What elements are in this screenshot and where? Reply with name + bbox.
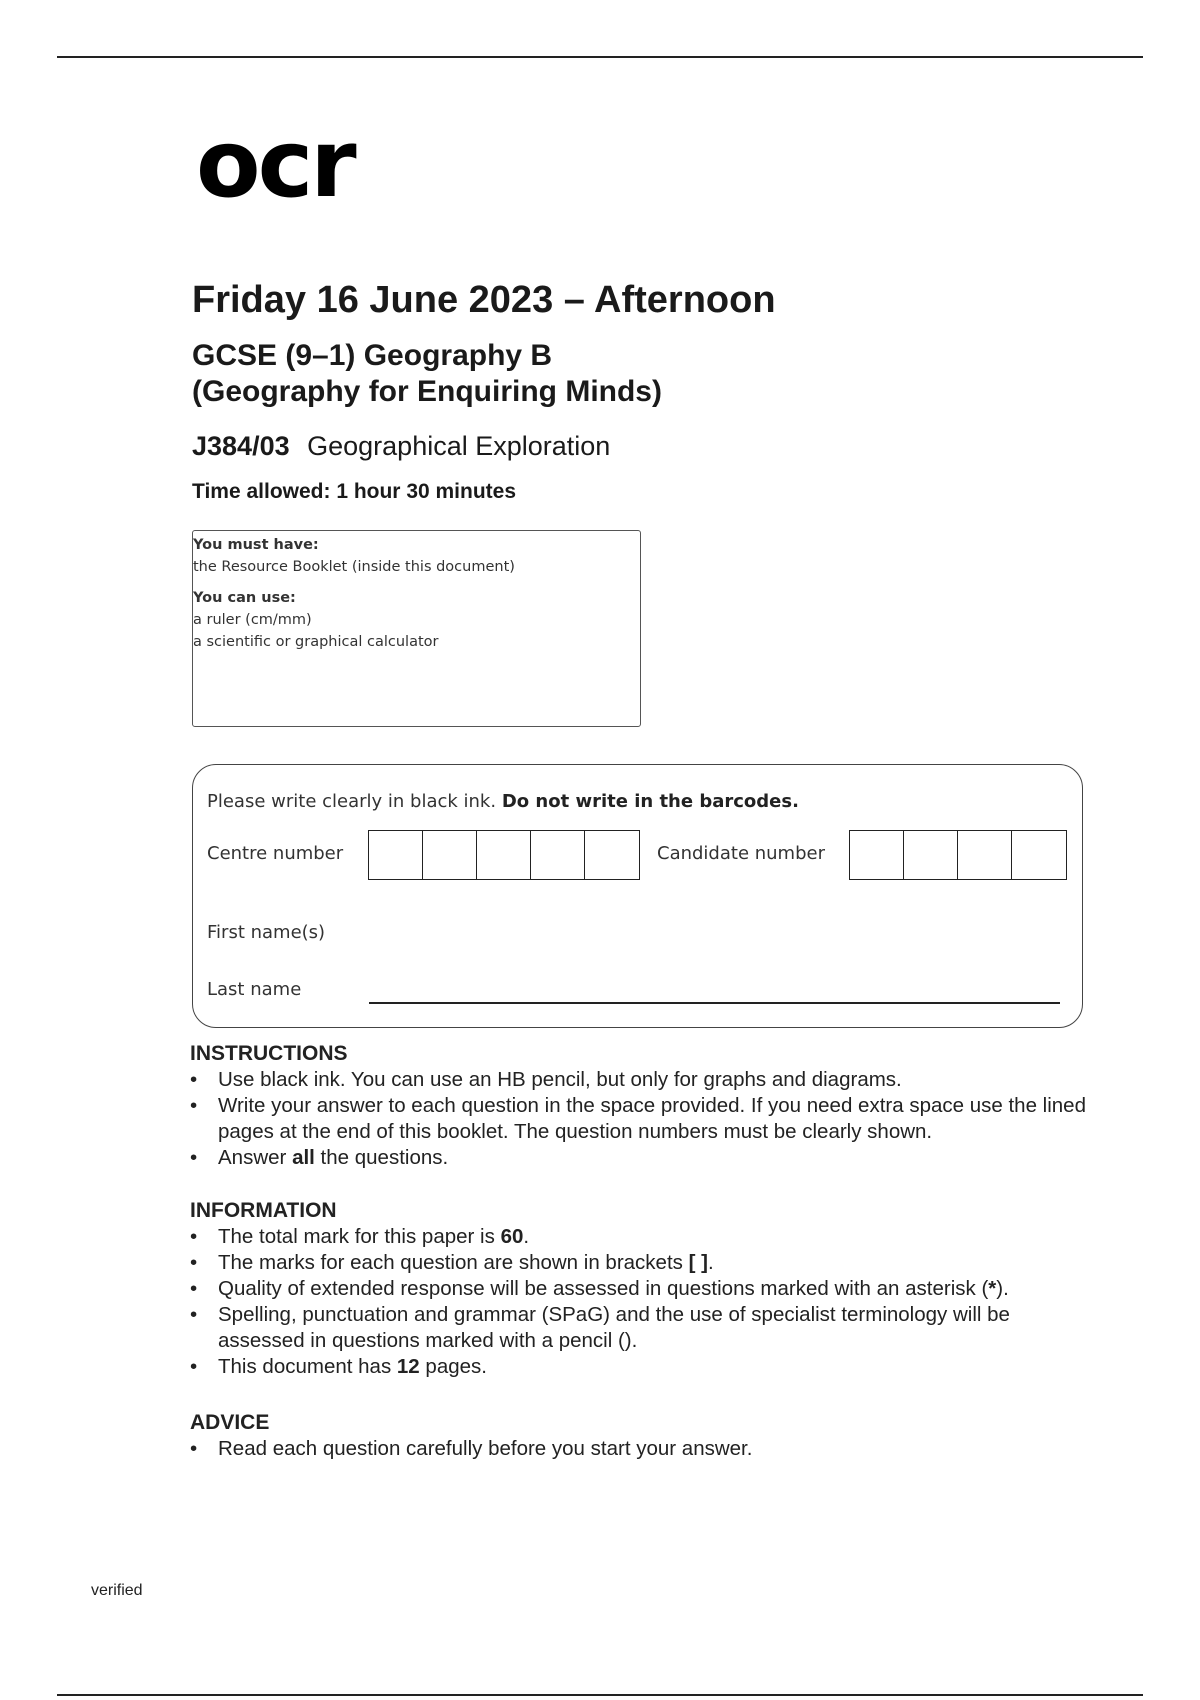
information-list xyxy=(190,1224,1090,1380)
instruction-item: • Use black ink. You can use an HB pencil, but only for graphs and diagrams. xyxy=(190,1067,1090,1093)
candidate-digit-box[interactable] xyxy=(904,831,958,879)
subject-line-1: GCSE (9–1) Geography B xyxy=(192,339,553,372)
instructions-section xyxy=(190,1041,1090,1171)
centre-digit-box[interactable] xyxy=(423,831,477,879)
information-heading: INFORMATION xyxy=(190,1199,337,1222)
write-note-bold: Do not write in the barcodes. xyxy=(501,791,799,812)
top-rule xyxy=(57,56,1143,58)
can-use-item: a ruler (cm/mm) xyxy=(193,612,312,628)
subject-line-2: (Geography for Enquiring Minds) xyxy=(192,375,662,408)
centre-number-label: Centre number xyxy=(207,843,344,864)
candidate-digit-box[interactable] xyxy=(958,831,1012,879)
verified-note: verified xyxy=(91,1582,143,1599)
advice-item: • Read each question carefully before you start your answer. xyxy=(190,1436,1090,1462)
advice-heading: ADVICE xyxy=(190,1411,270,1434)
candidate-digit-box[interactable] xyxy=(850,831,904,879)
centre-digit-box[interactable] xyxy=(477,831,531,879)
advice-section xyxy=(190,1410,1090,1462)
must-have-heading: You must have: xyxy=(193,537,319,553)
centre-digit-box[interactable] xyxy=(585,831,639,879)
last-name-label: Last name xyxy=(207,979,302,1000)
candidate-number-boxes[interactable] xyxy=(849,830,1067,880)
candidate-details-box xyxy=(192,764,1083,1028)
information-item: • The marks for each question are shown in brackets [ ]. xyxy=(190,1250,1090,1276)
instruction-item: • Write your answer to each question in the space provided. If you need extra space use the lined pages at the end of this booklet. The question numbers must be clearly shown. xyxy=(190,1093,1090,1145)
paper-title: Geographical Exploration xyxy=(307,431,611,461)
information-item: • Quality of extended response will be assessed in questions marked with an asterisk (*). xyxy=(190,1276,1090,1302)
centre-digit-box[interactable] xyxy=(369,831,423,879)
paper-code: J384/03 xyxy=(192,431,290,461)
write-note-text: Please write clearly in black ink. xyxy=(207,791,497,812)
information-item: • Spelling, punctuation and grammar (SPaG) and the use of specialist terminology will be assessed in questions marked with a pencil (). xyxy=(190,1302,1090,1354)
must-have-item: the Resource Booklet (inside this document) xyxy=(193,559,515,575)
can-use-heading: You can use: xyxy=(193,590,296,606)
centre-digit-box[interactable] xyxy=(531,831,585,879)
time-allowed: Time allowed: 1 hour 30 minutes xyxy=(192,480,517,503)
ocr-logo: ocr xyxy=(196,110,354,219)
bottom-rule xyxy=(57,1694,1143,1696)
instructions-list xyxy=(190,1067,1090,1171)
write-clearly-note xyxy=(207,791,799,812)
candidate-digit-box[interactable] xyxy=(1012,831,1066,879)
advice-list xyxy=(190,1436,1090,1462)
last-name-line[interactable] xyxy=(369,1002,1060,1004)
candidate-number-label: Candidate number xyxy=(657,843,825,864)
centre-number-boxes[interactable] xyxy=(368,830,640,880)
exam-subject xyxy=(192,338,662,410)
materials-box xyxy=(192,530,641,727)
information-item: • This document has 12 pages. xyxy=(190,1354,1090,1380)
paper-code-line xyxy=(192,430,610,462)
first-name-label: First name(s) xyxy=(207,922,326,943)
instructions-heading: INSTRUCTIONS xyxy=(190,1042,348,1065)
can-use-item: a scientific or graphical calculator xyxy=(193,634,439,650)
information-section xyxy=(190,1198,1090,1380)
information-item: • The total mark for this paper is 60. xyxy=(190,1224,1090,1250)
exam-date: Friday 16 June 2023 – Afternoon xyxy=(192,279,776,321)
instruction-item: • Answer all the questions. xyxy=(190,1145,1090,1171)
